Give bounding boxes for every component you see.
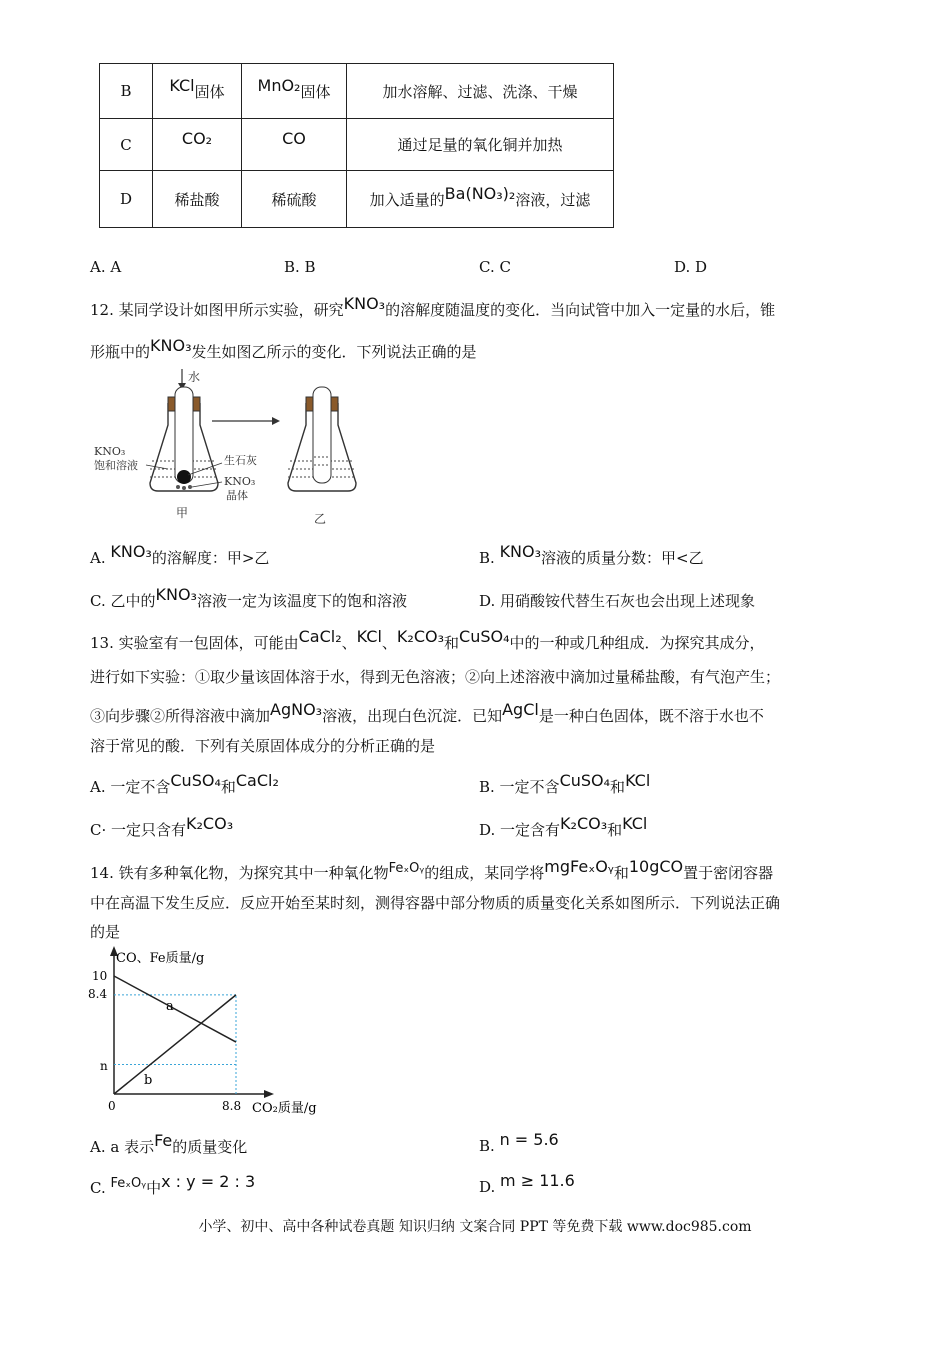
origin-label: 0 xyxy=(108,1099,116,1113)
cell: 稀盐酸 xyxy=(153,171,242,228)
q14-stem-line1: 14. 铁有多种氧化物，为探究其中一种氧化物FeₓOᵧ的组成，某同学将mgFeₓOᵧ和10gCO置于密闭容器 xyxy=(90,857,774,882)
table-row xyxy=(100,171,614,228)
q13-option-b[interactable]: B. 一定不含CuSO₄和KCl xyxy=(479,771,651,796)
row-label: D xyxy=(100,171,153,228)
kno3-crystal-label: KNO₃ xyxy=(224,475,256,488)
x-tick-8.8: 8.8 xyxy=(222,1099,242,1113)
y-tick-10: 10 xyxy=(92,969,108,983)
q11-option-d[interactable]: D. D xyxy=(674,258,708,276)
q13-stem-line3: ③向步骤②所得溶液中滴加AgNO₃溶液，出现白色沉淀．已知AgCl是一种白色固体，既不溶于水也不 xyxy=(90,700,764,725)
lime-label: 生石灰 xyxy=(224,454,257,467)
y-tick-n: n xyxy=(100,1059,108,1073)
q14-stem-line3: 的是 xyxy=(90,923,121,941)
yi-label: 乙 xyxy=(314,512,327,526)
page-footer: 小学、初中、高中各种试卷真题 知识归纳 文案合同 PPT 等免费下载 www.doc985.com xyxy=(198,1219,752,1235)
y-tick-8.4: 8.4 xyxy=(88,987,108,1001)
q14-option-d[interactable]: D. m ≥ 11.6 xyxy=(479,1171,575,1196)
saturated-solution-label: 饱和溶液 xyxy=(94,459,138,472)
cell: MnO₂固体 xyxy=(242,64,347,119)
table-row xyxy=(100,64,614,119)
crystal-label: 晶体 xyxy=(226,489,248,502)
q12-option-c[interactable]: C. 乙中的KNO₃溶液一定为该温度下的饱和溶液 xyxy=(90,585,407,610)
q11-option-c[interactable]: C. C xyxy=(479,258,511,276)
q12-option-d[interactable]: D. 用硝酸铵代替生石灰也会出现上述现象 xyxy=(479,592,756,610)
cell: 加入适量的Ba(NO₃)₂溶液，过滤 xyxy=(347,171,614,228)
y-axis-label: CO、Fe质量/g xyxy=(116,951,205,966)
q13-stem-line4: 溶于常见的酸．下列有关原固体成分的分析正确的是 xyxy=(90,737,436,755)
q14-option-b[interactable]: B. n = 5.6 xyxy=(479,1130,559,1155)
jia-label: 甲 xyxy=(176,506,189,520)
q11-option-a[interactable]: A. A xyxy=(90,258,122,276)
q14-option-c[interactable]: C. FeₓOᵧ中x : y = 2 : 3 xyxy=(90,1172,256,1197)
water-label: 水 xyxy=(188,370,201,384)
q14-stem-line2: 中在高温下发生反应．反应开始至某时刻，测得容器中部分物质的质量变化关系如图所示．下列说法正确 xyxy=(90,894,781,912)
series-b-label: b xyxy=(144,1073,153,1088)
table-row xyxy=(100,119,614,171)
cell: 稀硫酸 xyxy=(242,171,347,228)
q13-option-c[interactable]: C· 一定只含有K₂CO₃ xyxy=(90,814,234,839)
options-table xyxy=(99,63,614,228)
series-a-label: a xyxy=(166,999,174,1014)
q13-stem-line2: 进行如下实验：①取少量该固体溶于水，得到无色溶液；②向上述溶液中滴加过量稀盐酸，有气泡产生； xyxy=(90,668,781,686)
row-label: C xyxy=(100,119,153,171)
q13-option-a[interactable]: A. 一定不含CuSO₄和CaCl₂ xyxy=(90,771,279,796)
q13-option-d[interactable]: D. 一定含有K₂CO₃和KCl xyxy=(479,814,648,839)
q13-stem-line1: 13. 实验室有一包固体，可能由CaCl₂、KCl、K₂CO₃和CuSO₄中的一种或几种组成．为探究其成分， xyxy=(90,627,765,652)
cell: CO₂ xyxy=(153,119,242,171)
row-label: B xyxy=(100,64,153,119)
cell: KCl固体 xyxy=(153,64,242,119)
cell: 通过足量的氧化铜并加热 xyxy=(347,119,614,171)
q11-option-b[interactable]: B. B xyxy=(284,258,316,276)
q12-option-a[interactable]: A. KNO₃的溶解度：甲>乙 xyxy=(90,542,270,567)
q12-option-b[interactable]: B. KNO₃溶液的质量分数：甲<乙 xyxy=(479,542,704,567)
q12-stem-line2: 形瓶中的KNO₃发生如图乙所示的变化．下列说法正确的是 xyxy=(90,336,477,361)
q12-stem-line1: 12. 某同学设计如图甲所示实验，研究KNO₃的溶解度随温度的变化．当向试管中加入一定量的水后，锥 xyxy=(90,294,776,319)
cell: CO xyxy=(242,119,347,171)
kno3-label: KNO₃ xyxy=(94,445,126,458)
flask-experiment-figure xyxy=(88,365,378,530)
cell: 加水溶解、过滤、洗涤、干燥 xyxy=(347,64,614,119)
x-axis-label: CO₂质量/g xyxy=(252,1101,317,1116)
mass-change-chart xyxy=(86,944,346,1120)
q14-option-a[interactable]: A. a 表示Fe的质量变化 xyxy=(90,1131,248,1156)
